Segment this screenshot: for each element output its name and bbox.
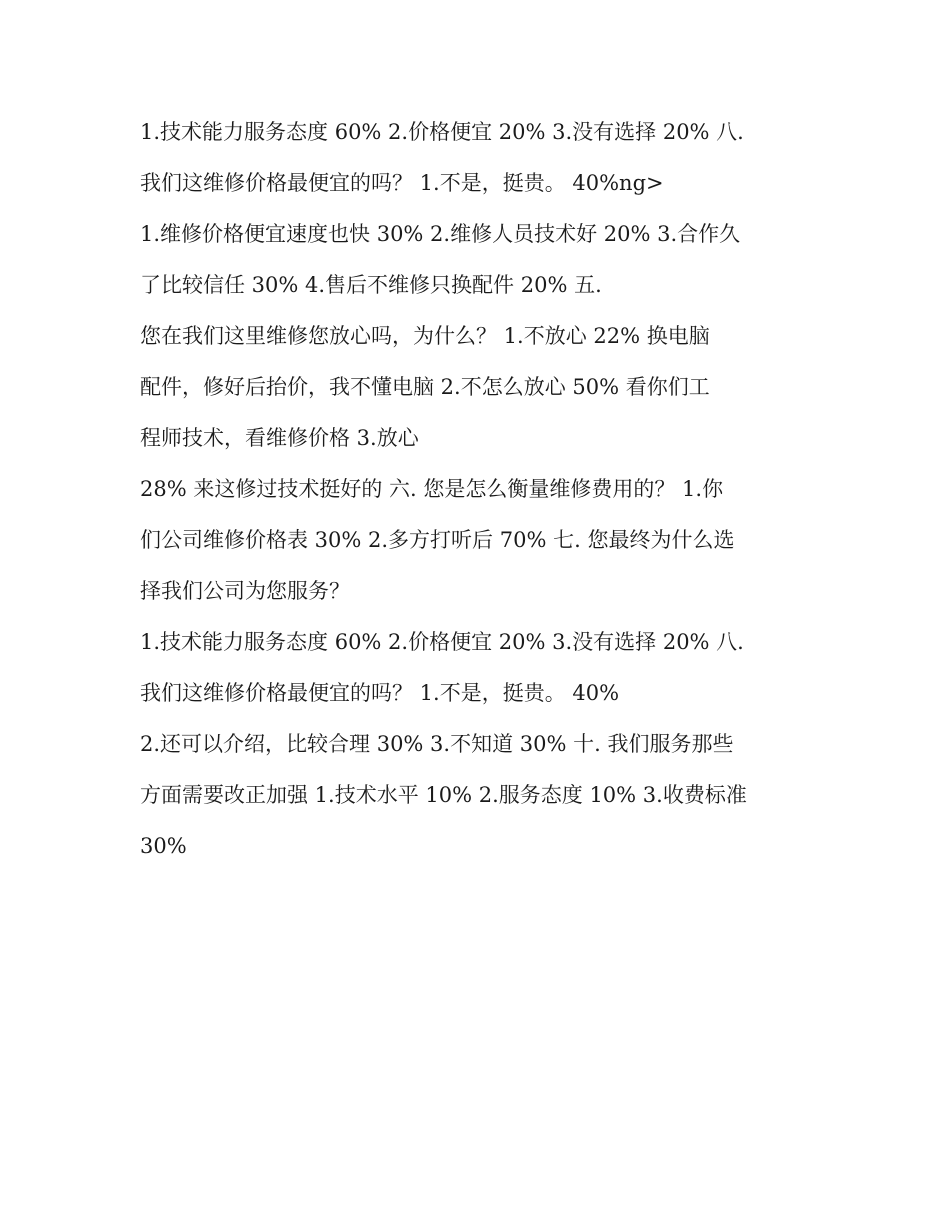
text-line: 我们这维修价格最便宜的吗？ 1.不是，挺贵。 40%ng> bbox=[140, 171, 664, 195]
text-line: 1.技术能力服务态度 60% 2.价格便宜 20% 3.没有选择 20% 八. bbox=[140, 630, 744, 654]
text-line: 28% 来这修过技术挺好的 六. 您是怎么衡量维修费用的？ 1.你 bbox=[140, 477, 724, 501]
text-line: 2.还可以介绍，比较合理 30% 3.不知道 30% 十. 我们服务那些 bbox=[140, 732, 734, 756]
text-line: 我们这维修价格最便宜的吗？ 1.不是，挺贵。 40% bbox=[140, 681, 620, 705]
text-line: 30% bbox=[140, 834, 187, 858]
text-line: 了比较信任 30% 4.售后不维修只换配件 20% 五. bbox=[140, 273, 602, 297]
text-line: 配件，修好后抬价，我不懂电脑 2.不怎么放心 50% 看你们工 bbox=[140, 375, 710, 399]
text-line: 您在我们这里维修您放心吗，为什么？ 1.不放心 22% 换电脑 bbox=[140, 324, 710, 348]
document-body bbox=[140, 107, 820, 872]
text-line: 1.维修价格便宜速度也快 30% 2.维修人员技术好 20% 3.合作久 bbox=[140, 222, 741, 246]
text-line: 方面需要改正加强 1.技术水平 10% 2.服务态度 10% 3.收费标准 bbox=[140, 783, 747, 807]
text-line: 择我们公司为您服务？ bbox=[140, 579, 350, 603]
text-line: 程师技术，看维修价格 3.放心 bbox=[140, 426, 419, 450]
text-line: 们公司维修价格表 30% 2.多方打听后 70% 七. 您最终为什么选 bbox=[140, 528, 735, 552]
text-line: 1.技术能力服务态度 60% 2.价格便宜 20% 3.没有选择 20% 八. bbox=[140, 120, 744, 144]
